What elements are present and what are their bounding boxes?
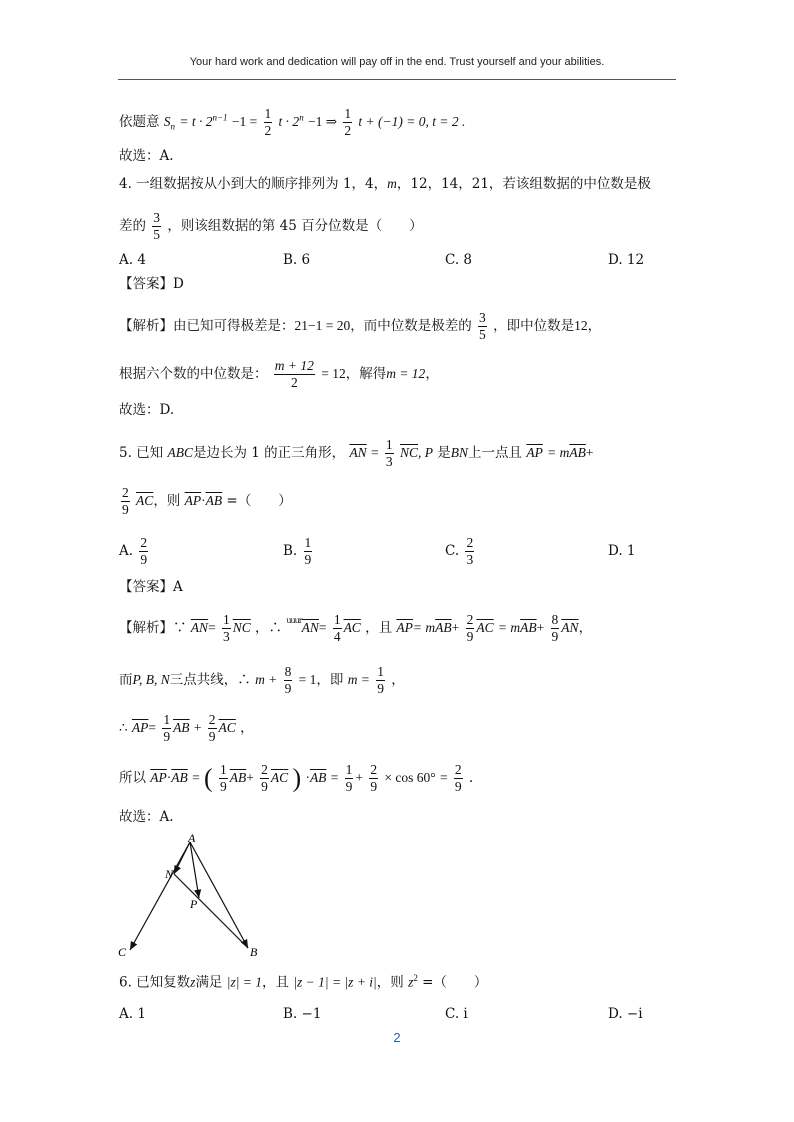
label-p: P [190, 897, 198, 911]
q5-analysis-line3: ∴ $\overline{AP}=$ $\frac{1}{9}$ $\overline{AB}$ + $\frac{2}{9}$ $\overline{AC}$ ， [119, 712, 254, 744]
q6-option-c: C. i [445, 1006, 468, 1022]
q5-analysis-line2: 而P, B, N三点共线，∴ m + $\frac{8}{9}$ = 1，即 m = $\frac{1}{9}$ ， [119, 664, 405, 696]
q4-answer: 【答案】D [119, 276, 184, 292]
vector-an [174, 842, 190, 874]
q5-option-a: A. $\frac{2}{9}$ [119, 535, 148, 567]
side-ac [130, 842, 190, 950]
segment-nb [174, 874, 248, 948]
q6-option-b: B. −1 [283, 1006, 322, 1022]
q3-choice: 故选：A. [119, 148, 174, 164]
q3-derivation: 依题意 $S_n = t \cdot 2^{n-1} -1$ = $\frac{1}{2}$ $t \cdot 2^n -1$ ⇒ $\frac{1}{2}$ t + (−1) = 0, t = 2 . [119, 106, 466, 138]
page-number: 2 [393, 1030, 401, 1045]
q4-analysis-line2: 根据六个数的中位数是： $\frac{m + 12}{2}$ = 12，解得m = 12， [119, 358, 439, 390]
q5-analysis-line1: 【解析】∵ $\overline{AN}=$ $\frac{1}{3}$ $\overline{NC}$ ，∴ $^{uuur}\overline{AN}=$ $\frac{1}{4}$ $\overline{AC}$ ，且 $\overline{AP}= m\overline{AB}+$ $\frac{2}{9}$ $\overline{AC} = m\overline{AB}+$ $\frac{8}{9}$ $\overline{AN}$， [119, 612, 593, 644]
header-divider [118, 79, 676, 80]
q5-analysis-line4: 所以 $\overline{AP}\cdot\overline{AB}$ = ( $\frac{1}{9}$ $\overline{AB}+$ $\frac{2}{9}$ $\overline{AC}$ ) $\cdot\overline{AB}$ = $\frac{1}{9}$ + $\frac{2}{9}$ × cos 60° = $\frac{2}{9}$ . [119, 762, 474, 794]
q4-stem-line2: 差的 $\frac{3}{5}$ ，则该组数据的第 45 百分位数是（ ） [119, 210, 423, 242]
label-n: N [165, 867, 174, 881]
q6-stem: 6. 已知复数z满足 |z| = 1，且 |z − 1| = |z + i|，则 $z^2$ =（ ） [119, 973, 488, 991]
q4-option-b: B. 6 [283, 252, 311, 268]
label-b: B [250, 945, 258, 959]
q5-option-b: B. $\frac{1}{9}$ [283, 535, 312, 567]
q4-analysis-line1: 【解析】由已知可得极差是：21−1 = 20，而中位数是极差的 $\frac{3}{5}$ ，即中位数是12， [119, 310, 602, 342]
label-c: C [118, 945, 127, 959]
q6-option-d: D. −i [608, 1006, 643, 1022]
q5-option-d: D. 1 [608, 543, 636, 559]
q5-triangle-figure [110, 832, 270, 962]
page-header-motto: Your hard work and dedication will pay off in the end. Trust yourself and your abilities. [189, 56, 605, 68]
q5-stem-line2: $\frac{2}{9}$ $\overline{AC}$，则 $\overline{AP}\cdot\overline{AB}$ =（ ） [122, 485, 292, 517]
q6-option-a: A. 1 [119, 1006, 146, 1022]
q4-stem-line1: 4. 一组数据按从小到大的顺序排列为 1，4，m，12，14，21，若该组数据的中位数是极 [119, 176, 651, 192]
q5-stem-line1: 5. 已知 ABC是边长为 1 的正三角形， $\overline{AN}$ = $\frac{1}{3}$ $\overline{NC}$, P 是BN上一点且 $\overline{AP} = m\overline{AB}+$ [119, 437, 594, 469]
q5-option-c: C. $\frac{2}{3}$ [445, 535, 474, 567]
q4-option-a: A. 4 [119, 252, 146, 268]
q5-answer: 【答案】A [119, 579, 183, 595]
q4-choice: 故选：D. [119, 402, 175, 418]
q4-option-c: C. 8 [445, 252, 473, 268]
label-a: A [188, 832, 196, 845]
q5-choice: 故选：A. [119, 809, 174, 825]
q4-option-d: D. 12 [608, 252, 645, 268]
